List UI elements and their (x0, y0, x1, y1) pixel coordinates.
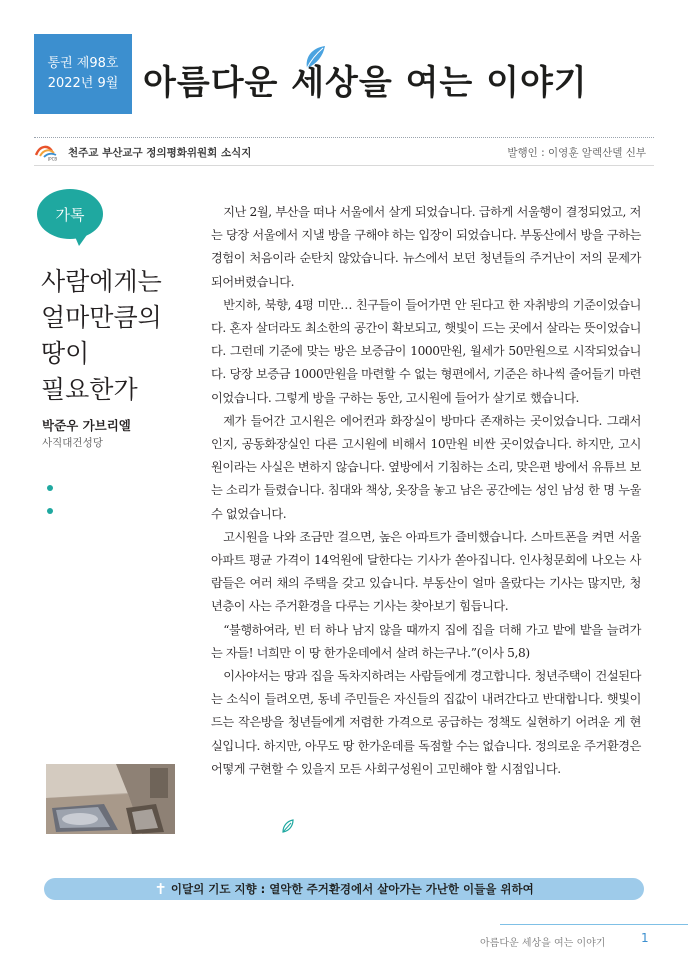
footer-rule (500, 924, 688, 925)
header-rule (34, 165, 654, 166)
author-parish: 사직대건성당 (42, 437, 103, 449)
header-divider (34, 137, 654, 138)
category-label: 가톡 (55, 205, 85, 224)
issue-date: 2022년 9월 (47, 76, 119, 91)
page-number: 1 (641, 931, 649, 945)
bullet-dot (47, 485, 53, 491)
running-title: 아름다운 세상을 여는 이야기 (480, 938, 606, 949)
article-paragraph: 이사야서는 땅과 집을 독차지하려는 사람들에게 경고합니다. 청년주택이 건설된다는 소식이 들려오면, 동네 주민들은 자신들의 집값이 내려간다고 반대합니다. 햇빛이 드는 작은방을 청년들에게 저렴한 가격으로 공급하는 정책도 실현하기 어려운 게 현실입니다. 하지만, 아무도 땅 한가운데를 독점할 수는 없습니다. 정의로운 주거환경은 어떻게 구현할 수 있을지 모든 사회구성원이 고민해야 할 시점입니다. (211, 669, 641, 776)
end-leaf-icon (280, 818, 296, 834)
headline-line: 얼마만큼의 (41, 303, 162, 332)
article-paragraph: 반지하, 북향, 4평 미만… 친구들이 들어가면 안 된다고 한 자취방의 기준이었습니다. 혼자 살더라도 최소한의 공간이 확보되고, 햇빛이 드는 곳에서 살라는 뜻이었습니다. 그런데 기준에 맞는 방은 보증금이 1000만원, 월세가 50만원으로 시작되었습니다. 당장 보증금 1000만원을 마련할 수 없는 형편에서, 기준은 하나씩 줄어들기 마련이었습니다. 그렇게 방을 구하는 동안, 고시원에 들어가 살기로 했습니다. (211, 297, 641, 405)
headline-line: 땅이 (41, 339, 90, 368)
headline-line: 필요한가 (41, 375, 138, 404)
issue-badge (34, 34, 132, 114)
newsletter-title: 아름다운 세상을 여는 이야기 (143, 63, 588, 103)
prayer-intention-text: 이달의 기도 지향 : 열악한 주거환경에서 살아가는 가난한 이들을 위하여 (170, 882, 534, 896)
article-paragraph: 지난 2월, 부산을 떠나 서울에서 살게 되었습니다. 급하게 서울행이 결정되었고, 저는 당장 서울에서 지낼 방을 구해야 하는 입장이 되었습니다. 부동산에서 방을 구하는 경험이 처음이라 순탄치 않았습니다. 뉴스에서 보던 청년들의 주거난이 저의 문제가 되어버렸습니다. (211, 205, 641, 289)
bullet-dot (47, 508, 53, 514)
article-headline (41, 264, 191, 408)
category-bubble (37, 189, 103, 239)
cross-icon: ✝ (154, 880, 167, 898)
article-body (211, 201, 641, 781)
category-bubble-tail (73, 232, 89, 246)
publisher: 발행인 : 이영훈 알렉산델 신부 (507, 147, 646, 159)
headline-line: 사람에게는 (41, 267, 162, 296)
issue-number: 통권 제98호 (47, 56, 119, 71)
logo-text: JPCB (48, 156, 58, 161)
organization-name: 천주교 부산교구 정의평화위원회 소식지 (68, 147, 252, 159)
prayer-intention-bar (44, 878, 644, 900)
article-paragraph: 고시원을 나와 조금만 걸으면, 높은 아파트가 즐비했습니다. 스마트폰을 켜면 서울 아파트 평균 가격이 14억원에 달한다는 기사가 쏟아집니다. 인사청문회에 나오는 사람들은 여러 채의 주택을 갖고 있습니다. 부동산이 얼마 올랐다는 기사는 많지만, 청년층이 사는 주거환경을 다루는 기사는 찾아보기 힘듭니다. (211, 529, 641, 614)
gosiwon-room-photo (46, 764, 175, 834)
jpcb-logo-icon (34, 143, 62, 161)
author-name: 박준우 가브리엘 (42, 418, 131, 433)
article-paragraph: 제가 들어간 고시원은 에어컨과 화장실이 방마다 존재하는 곳이었습니다. 그래서인지, 공동화장실인 다른 고시원에 비해서 10만원 비싼 곳이었습니다. 하지만, 고시원이라는 사실은 변하지 않습니다. 옆방에서 기침하는 소리, 맞은편 방에서 유튜브 보는 소리가 들렸습니다. 침대와 책상, 옷장을 놓고 남은 공간에는 성인 남성 한 명 누울 수 없었습니다. (211, 413, 641, 521)
article-paragraph: “불행하여라, 빈 터 하나 남지 않을 때까지 집에 집을 더해 가고 밭에 밭을 늘려가는 자들! 너희만 이 땅 한가운데에서 살려 하는구나.”(이사 5,8) (211, 622, 641, 660)
